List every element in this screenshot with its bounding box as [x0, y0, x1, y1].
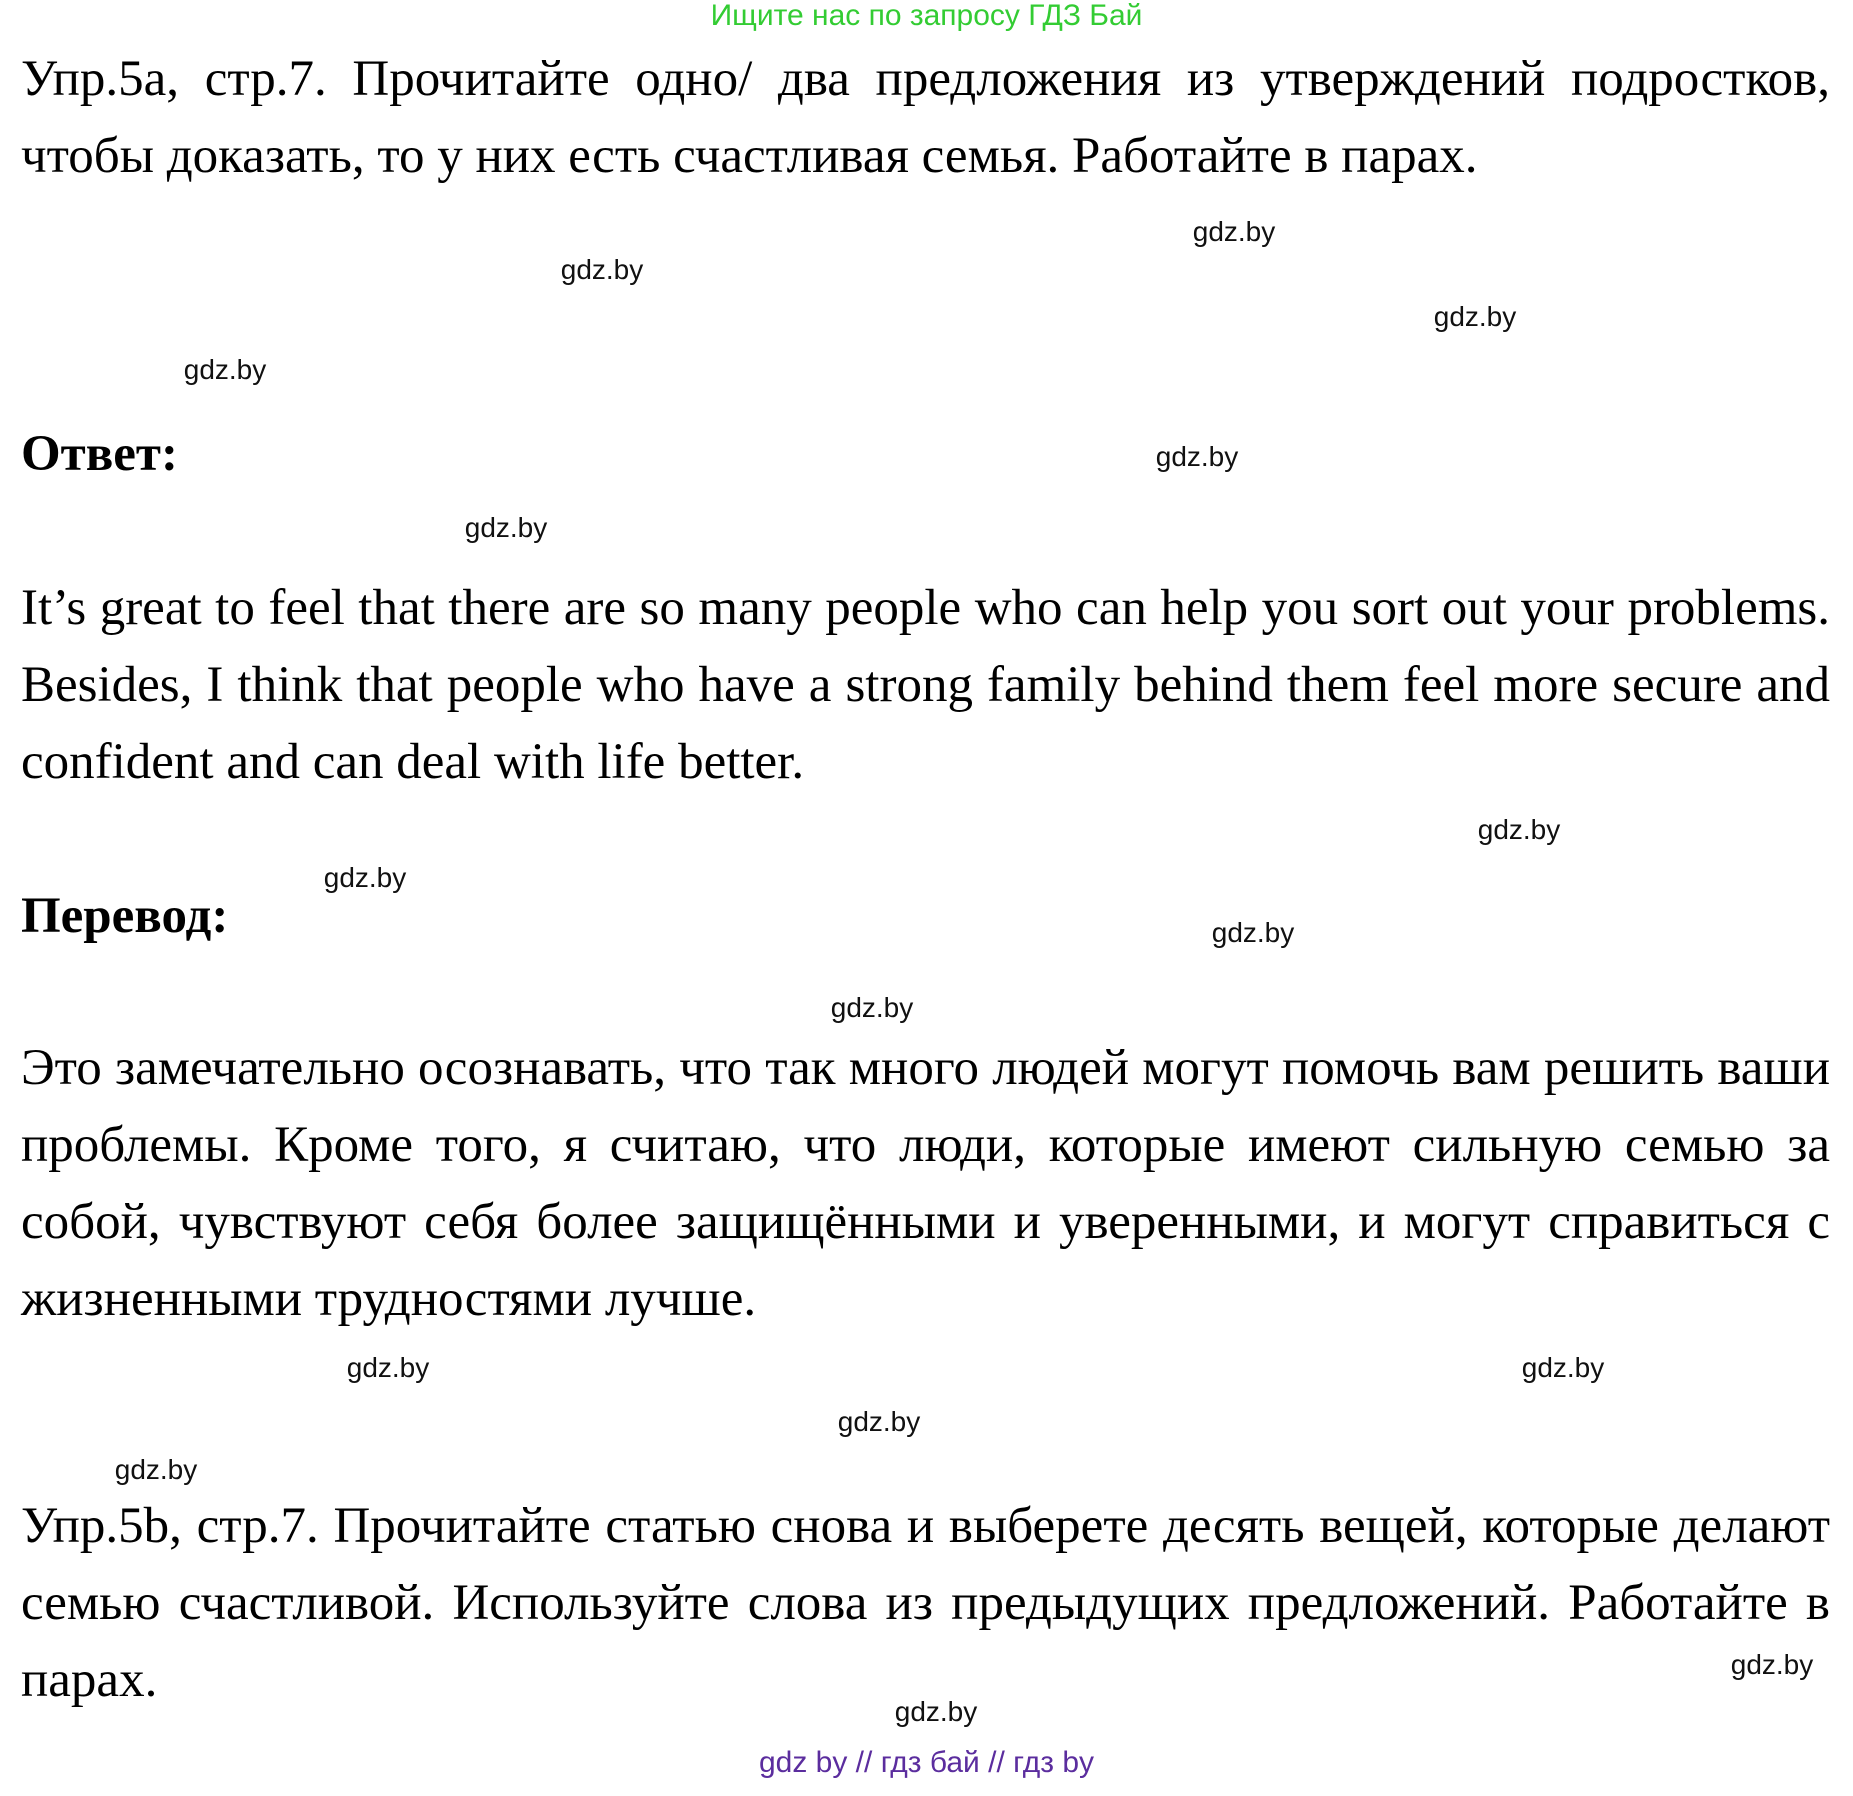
watermark: gdz.by — [1477, 814, 1561, 845]
answer-text: It’s great to feel that there are so many people who can help you sort out your problems. Besides, I think that people who have a strong family behind them feel more secure and confident and can deal with life better. — [21, 580, 1830, 790]
watermark: gdz.by — [114, 1454, 198, 1485]
watermark: gdz.by — [830, 992, 914, 1023]
watermark: gdz.by — [323, 862, 407, 893]
watermark: gdz.by — [1192, 216, 1276, 247]
footer-links: gdz by // гдз бай // гдз by — [758, 1746, 1095, 1779]
translation-text: Это замечательно осознавать, что так много людей могут помочь вам решить ваши проблемы. Кроме того, я считаю, что люди, которые имеют сильную семью за собой, чувствуют себя более защищёнными и уверенными, и могут справиться с жизненными трудностями лучше. — [21, 1040, 1830, 1327]
exercise-5a-text: Упр.5а, стр.7. Прочитайте одно/ два предложения из утверждений подростков, чтобы доказать, то у них есть счастливая семья. Работайте в парах. — [21, 51, 1830, 184]
watermark: gdz.by — [560, 254, 644, 285]
watermark: gdz.by — [1211, 917, 1295, 948]
watermark: gdz.by — [894, 1696, 978, 1727]
header-banner: Ищите нас по запросу ГДЗ Бай — [710, 0, 1143, 32]
watermark: gdz.by — [837, 1406, 921, 1437]
watermark: gdz.by — [464, 512, 548, 543]
answer-heading: Ответ: — [21, 426, 178, 482]
watermark: gdz.by — [1155, 441, 1239, 472]
exercise-5b-text: Упр.5b, стр.7. Прочитайте статью снова и выберете десять вещей, которые делают семью счастливой. Используйте слова из предыдущих предложений. Работайте в парах. — [21, 1498, 1830, 1708]
watermark: gdz.by — [1730, 1649, 1814, 1680]
watermark: gdz.by — [346, 1352, 430, 1383]
watermark: gdz.by — [183, 354, 267, 385]
translation-heading: Перевод: — [21, 888, 229, 944]
watermark: gdz.by — [1521, 1352, 1605, 1383]
watermark: gdz.by — [1433, 301, 1517, 332]
